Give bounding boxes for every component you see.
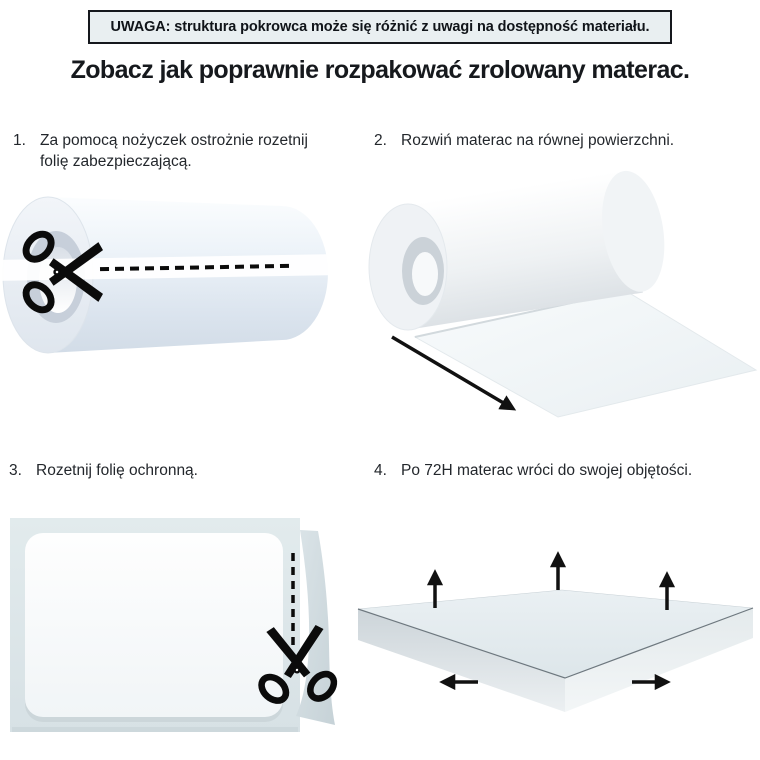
step-2-text: Rozwiń materac na równej powierzchni. — [401, 132, 675, 149]
step-4-number: 4. — [374, 462, 387, 479]
step-2-label — [374, 131, 744, 152]
step-1-text: Za pomocą nożyczek ostrożnie rozetnij folię zabezpieczającą. — [40, 132, 308, 170]
roll-core-hole — [412, 252, 438, 296]
step-3-number: 3. — [9, 462, 22, 479]
step-3-label — [9, 461, 339, 482]
step-1-label — [13, 131, 331, 173]
page-title: Zobacz jak poprawnie rozpakować zrolowany materac. — [70, 56, 690, 84]
step-4-label — [374, 461, 754, 482]
unrolling-mattress-illustration — [360, 165, 760, 425]
expanding-mattress-illustration — [355, 530, 760, 760]
foil-bottom-shadow — [12, 727, 298, 732]
step-2-number: 2. — [374, 132, 387, 149]
flat-mattress-foil-illustration — [10, 518, 340, 758]
notice-banner — [88, 10, 672, 44]
step-3-text: Rozetnij folię ochronną. — [36, 462, 198, 479]
step-4-text: Po 72H materac wróci do swojej objętości. — [401, 462, 693, 479]
rolled-mattress-illustration — [0, 185, 335, 380]
step-1-number: 1. — [13, 132, 26, 149]
mattress-top-view — [25, 533, 283, 717]
notice-banner-text: UWAGA: struktura pokrowca może się różnić z uwagi na dostępność materiału. — [110, 19, 650, 35]
